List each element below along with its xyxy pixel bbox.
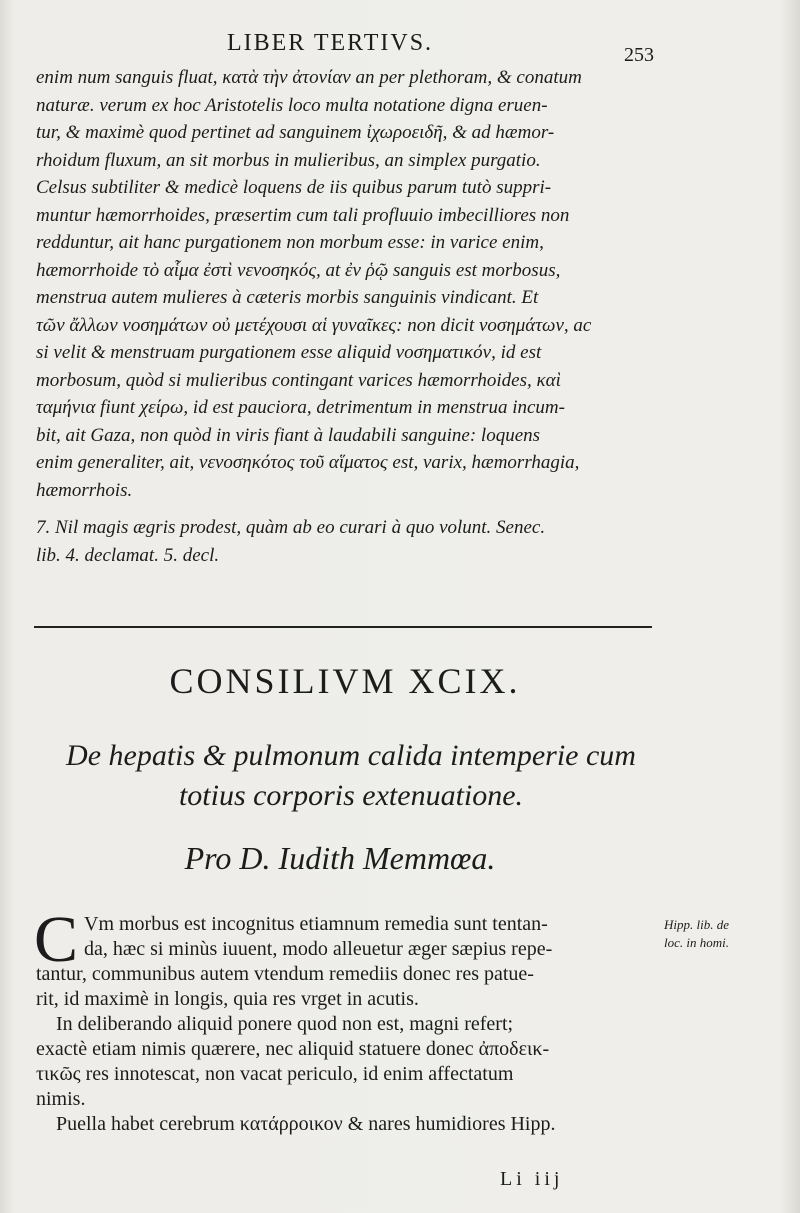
text-line: hæmorrhoide τὸ αἷμα ἐστὶ νενοσηκός, at ἐν ῥῷ sanguis est morbosus, <box>36 259 561 281</box>
text-line: Celsus subtiliter & medicè loquens de iis quibus parum tutò suppri- <box>36 177 552 198</box>
body-line: In deliberando aliquid ponere quod non est, magni refert; <box>56 1013 514 1035</box>
text-line: menstrua autem mulieres à cæteris morbis sanguinis vindicant. Et <box>36 287 539 308</box>
margin-note-line: loc. in homi. <box>664 935 729 950</box>
section-divider <box>34 626 652 628</box>
body-line: da, hæc si minùs iuuent, modo alleuetur æger sæpius repe- <box>84 938 553 960</box>
body-line: rit, id maximè in longis, quia res vrget in acutis. <box>36 988 419 1010</box>
text-line: hæmorrhois. <box>36 479 133 501</box>
aphorism-line: 7. Nil magis ægris prodest, quàm ab eo curari à quo volunt. Senec. <box>36 517 546 538</box>
text-line: τῶν ἄλλων νοσημάτων οὐ μετέχουσι αἱ γυναῖκες: non dicit νοσημάτων, ac <box>36 314 592 336</box>
body-line: exactè etiam nimis quærere, nec aliquid statuere donec ἀποδεικ- <box>36 1038 550 1060</box>
text-line: enim generaliter, ait, νενοσηκότος τοῦ αἵματος est, varix, hæmorrhagia, <box>36 452 580 473</box>
margin-note <box>664 916 784 952</box>
text-line: enim num sanguis fluat, κατὰ τὴν ἀτονίαν an per plethoram, & conatum <box>36 67 582 88</box>
subtitle-line: totius corporis extenuatione. <box>178 779 524 812</box>
margin-note-line: Hipp. lib. de <box>664 917 729 932</box>
subtitle-line: De hepatis & pulmonum calida intemperie cum <box>66 739 636 772</box>
aphorism-block <box>36 514 660 570</box>
aphorism-line: lib. 4. declamat. 5. decl. <box>36 545 220 566</box>
text-line: ταμήνια fiunt χείρω, id est pauciora, detrimentum in menstrua incum- <box>36 397 565 418</box>
dedication-line: Pro D. Iudith Memmœa. <box>184 840 496 876</box>
body-line: nimis. <box>36 1088 86 1110</box>
text-line: redduntur, ait hanc purgationem non morbum esse: in varice enim, <box>36 232 544 253</box>
body-line: tantur, communibus autem vtendum remediis donec res patue- <box>36 963 534 985</box>
text-line: tur, & maximè quod pertinet ad sanguinem ἰχωροειδῆ, & ad hæmor- <box>36 122 555 143</box>
page-number: 253 <box>624 44 654 66</box>
text-line: muntur hæmorrhoides, præsertim cum tali profluuio imbecilliores non <box>36 204 570 226</box>
body-line: τικῶς res innotescat, non vacat periculo, id enim affectatum <box>36 1063 514 1085</box>
signature-mark: Li iij <box>500 1168 564 1190</box>
body-line: Vm morbus est incognitus etiamnum remedia sunt tentan- <box>84 913 548 935</box>
running-header: LIBER TERTIVS. <box>226 30 434 56</box>
text-line: rhoidum fluxum, an sit morbus in mulieribus, an simplex purgatio. <box>36 149 541 171</box>
drop-cap: C <box>34 903 79 976</box>
text-line: si velit & menstruam purgationem esse aliquid νοσηματικόν, id est <box>36 342 542 363</box>
section-subtitle <box>36 736 666 816</box>
text-line: morbosum, quòd si mulieribus contingant varices hæmorrhoides, καὶ <box>36 369 561 391</box>
continued-text-block <box>36 64 660 504</box>
text-line: naturæ. verum ex hoc Aristotelis loco multa notatione digna eruen- <box>36 94 548 116</box>
text-line: bit, ait Gaza, non quòd in viris fiant à laudabili sanguine: loquens <box>36 424 541 446</box>
body-text-block <box>34 903 660 1137</box>
body-line: Puella habet cerebrum κατάρροικον & nares humidiores Hipp. <box>56 1113 556 1135</box>
section-heading: CONSILIVM XCIX. <box>169 661 521 701</box>
